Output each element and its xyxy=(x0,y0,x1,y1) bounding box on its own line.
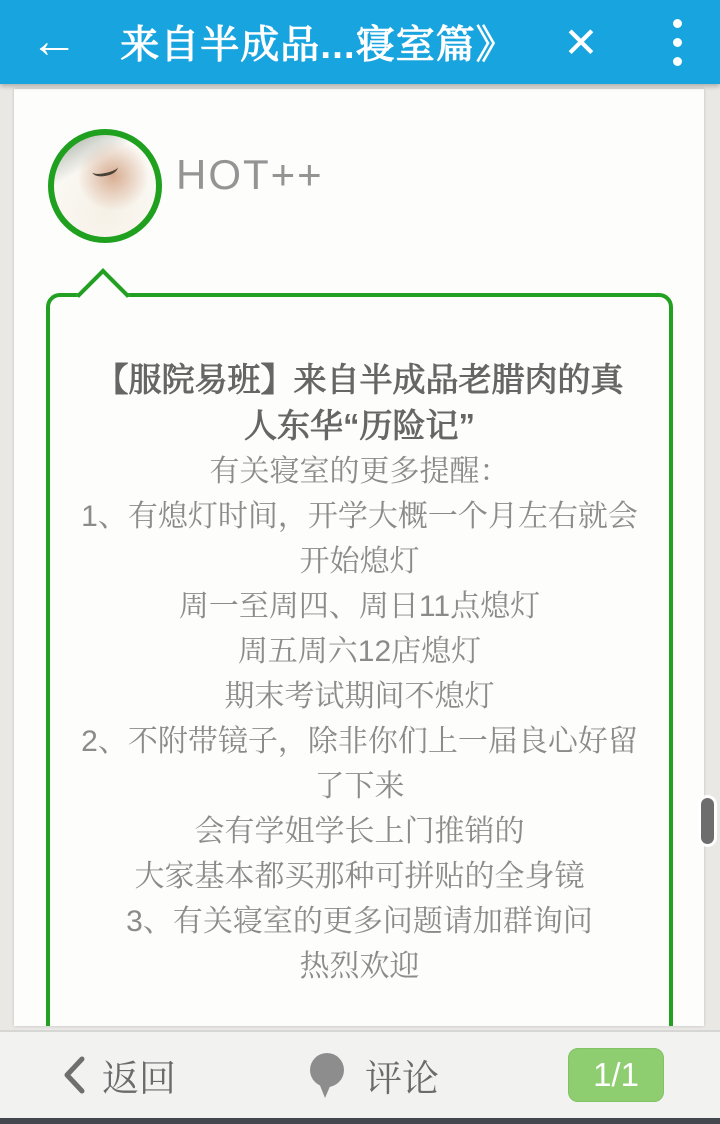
username: HOT++ xyxy=(176,151,324,198)
footer-back-button[interactable] xyxy=(62,1048,176,1102)
post-bubble xyxy=(46,293,673,1026)
close-icon[interactable]: ✕ xyxy=(563,18,599,66)
post-body-line: 大家基本都买那种可拼贴的全身镜 xyxy=(134,860,585,893)
post-body-line: 1、有熄灯时间，开学大概一个月左右就会 xyxy=(81,500,638,533)
content-area[interactable] xyxy=(0,84,720,1030)
post-body-line: 有关寝室的更多提醒： xyxy=(209,455,510,488)
post-body-line: 3、有关寝室的更多问题请加群询问 xyxy=(126,905,593,938)
kebab-menu-icon[interactable] xyxy=(634,19,720,66)
post-title-line: 人东华“历险记” xyxy=(244,407,475,444)
post-body-line: 期末考试期间不熄灯 xyxy=(224,680,495,713)
app-bar xyxy=(0,0,720,84)
post-body-line: 会有学姐学长上门推销的 xyxy=(194,815,525,848)
post-body-line: 周五周六12店熄灯 xyxy=(237,635,482,668)
bottom-edge-strip xyxy=(0,1118,720,1124)
page-indicator-badge[interactable]: 1/1 xyxy=(568,1048,664,1102)
post-body-line: 了下来 xyxy=(314,770,405,803)
post-body-line: 热烈欢迎 xyxy=(299,950,420,983)
footer-comment-label: 评论 xyxy=(365,1058,439,1099)
post-body-line: 开始熄灯 xyxy=(299,545,420,578)
post-page xyxy=(14,89,704,1026)
page-title: 来自半成品...寝室篇》 xyxy=(120,24,516,67)
avatar[interactable] xyxy=(48,129,162,243)
speech-balloon-icon xyxy=(305,1051,349,1099)
scrollbar-thumb[interactable] xyxy=(701,798,714,844)
footer-back-label: 返回 xyxy=(102,1058,176,1099)
post-title-line: 【服院易班】来自半成品老腊肉的真 xyxy=(95,361,624,398)
footer-comment-button[interactable] xyxy=(305,1048,439,1102)
chevron-left-icon xyxy=(62,1055,86,1095)
bottom-toolbar xyxy=(0,1030,720,1118)
post-body-line: 周一至周四、周日11点熄灯 xyxy=(178,590,541,623)
post-body-line: 2、不附带镜子，除非你们上一届良心好留 xyxy=(81,725,638,758)
back-arrow-icon[interactable]: ← xyxy=(30,15,78,68)
